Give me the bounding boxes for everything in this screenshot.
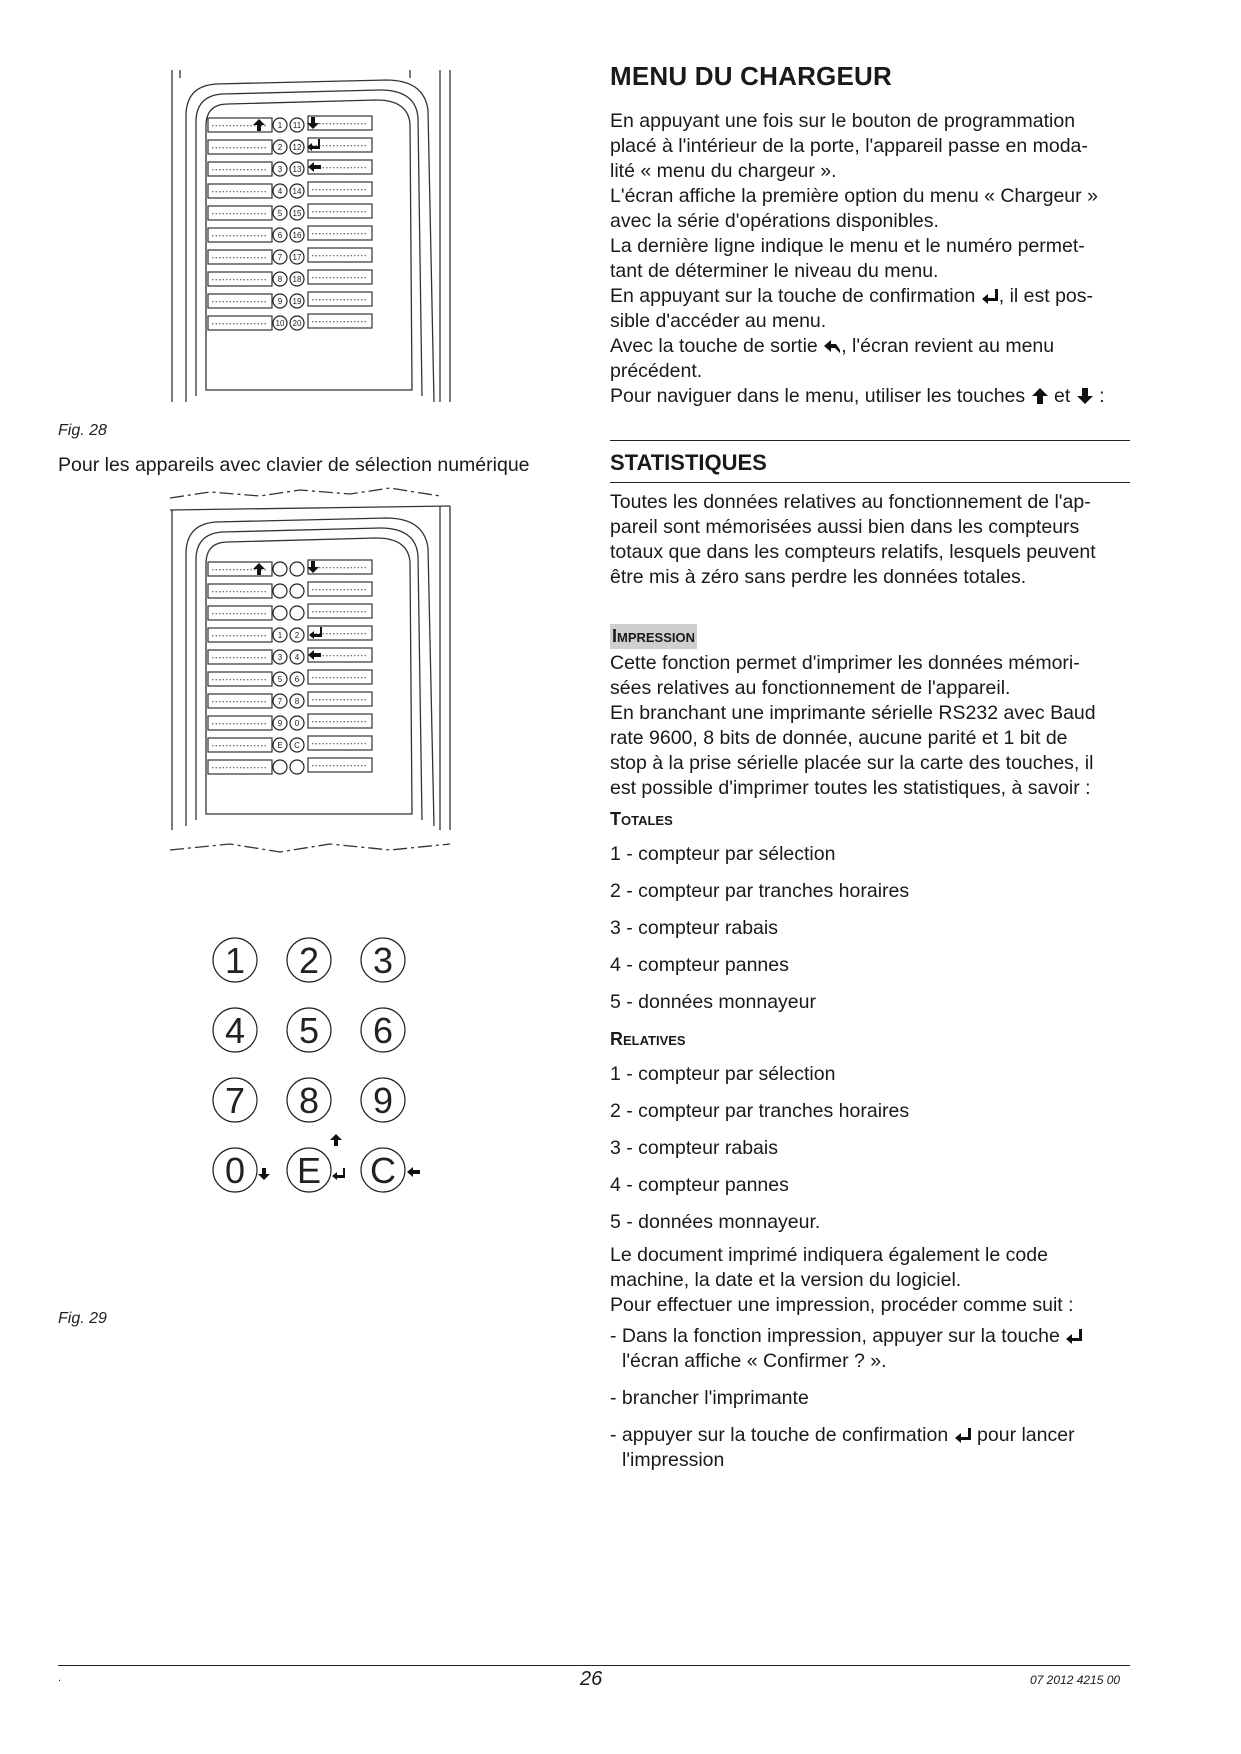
svg-text:6: 6	[372, 1009, 394, 1051]
enter-icon	[307, 139, 320, 151]
selection-label-left	[208, 738, 272, 752]
number-key	[290, 672, 304, 686]
text-span: - appuyer sur la touche de confirmation	[610, 1424, 949, 1446]
selection-label-right	[308, 292, 372, 306]
number-key	[273, 250, 287, 264]
number-key	[290, 694, 304, 708]
svg-text:7: 7	[277, 696, 283, 706]
doc-code: 07 2012 4215 00	[1030, 1673, 1121, 1687]
confirm-enter-icon	[1065, 1327, 1083, 1345]
svg-text:4: 4	[224, 1009, 246, 1051]
list-item: 5 - données monnayeur	[610, 991, 816, 1013]
number-key	[290, 606, 304, 620]
svg-text:12: 12	[292, 142, 302, 152]
text-line: totaux que dans les compteurs relatifs, lesquels peuvent	[610, 541, 1096, 563]
keypad-key	[287, 1148, 331, 1192]
text-line: tant de déterminer le niveau du menu.	[610, 260, 939, 282]
arrow-up-icon	[330, 1134, 342, 1146]
list-item: 4 - compteur pannes	[610, 1174, 789, 1196]
text-line: sées relatives au fonctionnement de l'appareil.	[610, 677, 1011, 699]
selection-label-left	[208, 716, 272, 730]
number-key	[273, 672, 287, 686]
selection-label-left	[208, 162, 272, 176]
selection-label-right	[308, 626, 372, 640]
list-item: 1 - compteur par sélection	[610, 843, 836, 865]
number-key	[290, 738, 304, 752]
svg-text:13: 13	[292, 164, 302, 174]
svg-text:3: 3	[277, 164, 283, 174]
text-line: Le document imprimé indiquera également le code	[610, 1244, 1048, 1266]
impression-title: Impression	[610, 624, 697, 649]
text-line: placé à l'intérieur de la porte, l'appareil passe en moda-	[610, 135, 1088, 157]
svg-text:2: 2	[294, 630, 300, 640]
list-item: 4 - compteur pannes	[610, 954, 789, 976]
list-item: 5 - données monnayeur.	[610, 1211, 821, 1233]
list-item: 3 - compteur rabais	[610, 1137, 778, 1159]
number-key	[290, 294, 304, 308]
page-number: 26	[580, 1668, 603, 1690]
text-line	[610, 284, 1130, 309]
stats-section	[610, 450, 1130, 475]
number-key	[273, 294, 287, 308]
selection-label-right	[308, 692, 372, 706]
text-line: Pour effectuer une impression, procéder comme suit :	[610, 1294, 1074, 1316]
number-key	[273, 206, 287, 220]
impression-section	[610, 624, 1130, 1473]
enter-icon	[332, 1168, 345, 1180]
selection-label-right	[308, 314, 372, 328]
keypad-key	[287, 1008, 331, 1052]
number-key	[290, 162, 304, 176]
arrow-up-icon	[1031, 387, 1049, 405]
text-line: l'écran affiche « Confirmer ? ».	[622, 1350, 887, 1372]
keypad-key	[361, 1008, 405, 1052]
number-key	[290, 316, 304, 330]
number-key	[273, 716, 287, 730]
number-key	[273, 228, 287, 242]
menu-text	[610, 109, 1130, 409]
number-key	[273, 118, 287, 132]
text-line	[610, 1324, 1130, 1349]
list-item: 1 - compteur par sélection	[610, 1063, 836, 1085]
selection-label-right	[308, 248, 372, 262]
arrow-down-icon	[1076, 387, 1094, 405]
arrow-up-icon	[253, 563, 265, 575]
number-key	[290, 250, 304, 264]
number-key	[273, 316, 287, 330]
keypad-key	[213, 1008, 257, 1052]
number-key	[273, 738, 287, 752]
text-span: :	[1099, 385, 1105, 407]
svg-text:1: 1	[277, 630, 283, 640]
text-line: machine, la date et la version du logiciel.	[610, 1269, 962, 1291]
svg-text:10: 10	[275, 318, 285, 328]
number-key	[290, 562, 304, 576]
list-item: 2 - compteur par tranches horaires	[610, 880, 910, 902]
svg-text:9: 9	[372, 1079, 394, 1121]
number-key	[290, 584, 304, 598]
svg-text:9: 9	[277, 296, 283, 306]
selection-label-left	[208, 316, 272, 330]
svg-text:7: 7	[224, 1079, 246, 1121]
relatives-list	[610, 1056, 1130, 1241]
text-line: stop à la prise sérielle placée sur la carte des touches, il	[610, 752, 1094, 774]
stats-text	[610, 490, 1130, 590]
divider	[610, 482, 1130, 483]
number-key	[273, 272, 287, 286]
number-key	[273, 760, 287, 774]
selection-label-left	[208, 184, 272, 198]
text-line: La dernière ligne indique le menu et le numéro permet-	[610, 235, 1085, 257]
number-key	[273, 562, 287, 576]
svg-text:16: 16	[292, 230, 302, 240]
text-line: l'impression	[622, 1449, 725, 1471]
svg-text:C: C	[294, 740, 300, 750]
list-item: 3 - compteur rabais	[610, 917, 778, 939]
text-line: Toutes les données relatives au fonctionnement de l'ap-	[610, 491, 1091, 513]
selection-label-left	[208, 272, 272, 286]
selection-label-left	[208, 206, 272, 220]
divider	[610, 440, 1130, 441]
text-span: , il est pos-	[998, 285, 1094, 307]
number-key	[290, 272, 304, 286]
menu-section	[610, 61, 1130, 409]
selection-label-left	[208, 694, 272, 708]
svg-text:0: 0	[224, 1149, 246, 1191]
relatives-title: Relatives	[610, 1029, 686, 1049]
svg-text:17: 17	[292, 252, 302, 262]
selection-label-right	[308, 604, 372, 618]
text-line: sible d'accéder au menu.	[610, 310, 827, 332]
keypad-key	[213, 1148, 257, 1192]
selection-label-left	[208, 294, 272, 308]
text-line: Cette fonction permet d'imprimer les données mémori-	[610, 652, 1080, 674]
svg-text:18: 18	[292, 274, 302, 284]
selection-label-left	[208, 140, 272, 154]
text-line: être mis à zéro sans perdre les données totales.	[610, 566, 1027, 588]
svg-text:19: 19	[292, 296, 302, 306]
totales-title: Totales	[610, 809, 673, 829]
selection-label-right	[308, 670, 372, 684]
svg-text:1: 1	[224, 939, 246, 981]
svg-text:14: 14	[292, 186, 302, 196]
menu-title: MENU DU CHARGEUR	[610, 61, 892, 91]
svg-text:11: 11	[292, 120, 302, 130]
selection-label-left	[208, 628, 272, 642]
footer-dot: .	[58, 1672, 62, 1684]
number-key	[290, 184, 304, 198]
keypad-key	[361, 938, 405, 982]
svg-text:7: 7	[277, 252, 283, 262]
number-key	[273, 184, 287, 198]
selection-label-right	[308, 138, 372, 152]
selection-label-right	[308, 714, 372, 728]
number-key	[290, 228, 304, 242]
svg-text:2: 2	[277, 142, 283, 152]
fig29-panel-illustration	[150, 480, 480, 864]
text-line: L'écran affiche la première option du menu « Chargeur »	[610, 185, 1098, 207]
exit-arrow-icon	[823, 337, 841, 355]
selection-label-right	[308, 204, 372, 218]
svg-text:6: 6	[277, 230, 283, 240]
text-line: rate 9600, 8 bits de donnée, aucune parité et 1 bit de	[610, 727, 1068, 749]
number-key	[273, 628, 287, 642]
svg-text:8: 8	[277, 274, 283, 284]
svg-text:20: 20	[292, 318, 302, 328]
svg-text:E: E	[277, 740, 283, 750]
number-key	[290, 206, 304, 220]
number-key	[273, 606, 287, 620]
selection-label-right	[308, 226, 372, 240]
svg-text:4: 4	[294, 652, 300, 662]
arrow-down-icon	[258, 1168, 270, 1180]
text-line: pareil sont mémorisées aussi bien dans les compteurs	[610, 516, 1080, 538]
text-line	[610, 1423, 1130, 1448]
selection-label-left	[208, 606, 272, 620]
keypad-key	[287, 938, 331, 982]
number-key	[273, 694, 287, 708]
text-span: Pour naviguer dans le menu, utiliser les touches	[610, 385, 1026, 407]
svg-text:2: 2	[298, 939, 320, 981]
text-line: précédent.	[610, 360, 703, 382]
selection-label-right	[308, 582, 372, 596]
svg-text:9: 9	[277, 718, 283, 728]
text-line	[610, 334, 1130, 359]
selection-label-right	[308, 758, 372, 772]
svg-text:8: 8	[294, 696, 300, 706]
svg-text:5: 5	[277, 674, 283, 684]
keypad-key	[213, 1078, 257, 1122]
number-key	[273, 140, 287, 154]
selection-label-left	[208, 584, 272, 598]
number-key	[290, 118, 304, 132]
number-key	[273, 162, 287, 176]
selection-label-left	[208, 250, 272, 264]
exit-arrow-icon	[308, 162, 321, 172]
svg-text:3: 3	[372, 939, 394, 981]
svg-text:6: 6	[294, 674, 300, 684]
selection-label-right	[308, 270, 372, 284]
exit-arrow-icon	[407, 1167, 420, 1177]
fig29-keypad	[200, 930, 440, 1220]
selection-label-left	[208, 672, 272, 686]
text-line: En appuyant une fois sur le bouton de programmation	[610, 110, 1076, 132]
exit-arrow-icon	[308, 650, 321, 660]
number-key	[273, 584, 287, 598]
text-line: avec la série d'opérations disponibles.	[610, 210, 939, 232]
text-span: pour lancer	[977, 1424, 1075, 1446]
svg-text:C: C	[370, 1149, 396, 1191]
confirm-enter-icon	[954, 1426, 972, 1444]
text-line	[610, 384, 1130, 409]
selection-label-left	[208, 228, 272, 242]
text-span: , l'écran revient au menu	[841, 335, 1055, 357]
svg-text:E: E	[296, 1149, 322, 1191]
svg-text:8: 8	[298, 1079, 320, 1121]
text-span: - Dans la fonction impression, appuyer sur la touche	[610, 1325, 1060, 1347]
footer-rule	[58, 1665, 1130, 1666]
fig29-intro: Pour les appareils avec clavier de sélection numérique	[58, 454, 530, 476]
text-span: Avec la touche de sortie	[610, 335, 818, 357]
fig29-caption: Fig. 29	[58, 1310, 107, 1327]
arrow-up-icon	[253, 119, 265, 131]
svg-text:0: 0	[294, 718, 300, 728]
svg-text:4: 4	[277, 186, 283, 196]
text-line: En branchant une imprimante sérielle RS232 avec Baud	[610, 702, 1096, 724]
text-line: - brancher l'imprimante	[610, 1387, 809, 1409]
number-key	[290, 760, 304, 774]
number-key	[273, 650, 287, 664]
text-span: et	[1054, 385, 1071, 407]
totales-list	[610, 836, 1130, 1021]
number-key	[290, 650, 304, 664]
text-line: lité « menu du chargeur ».	[610, 160, 837, 182]
keypad-key	[361, 1148, 405, 1192]
selection-label-right	[308, 736, 372, 750]
list-item: 2 - compteur par tranches horaires	[610, 1100, 910, 1122]
stats-title: STATISTIQUES	[610, 450, 767, 475]
fig28-caption: Fig. 28	[58, 422, 107, 439]
keypad-key	[361, 1078, 405, 1122]
text-line: est possible d'imprimer toutes les statistiques, à savoir :	[610, 777, 1091, 799]
selection-label-left	[208, 760, 272, 774]
keypad-key	[213, 938, 257, 982]
fig28-illustration	[150, 66, 470, 410]
svg-text:1: 1	[277, 120, 283, 130]
number-key	[290, 716, 304, 730]
number-key	[290, 628, 304, 642]
selection-label-left	[208, 650, 272, 664]
svg-text:5: 5	[277, 208, 283, 218]
arrow-down-icon	[307, 561, 319, 573]
selection-label-right	[308, 182, 372, 196]
svg-text:5: 5	[298, 1009, 320, 1051]
confirm-enter-icon	[981, 287, 999, 305]
svg-text:15: 15	[292, 208, 302, 218]
keypad-key	[287, 1078, 331, 1122]
arrow-down-icon	[307, 117, 319, 129]
svg-text:3: 3	[277, 652, 283, 662]
text-span: En appuyant sur la touche de confirmation	[610, 285, 976, 307]
number-key	[290, 140, 304, 154]
enter-icon	[309, 627, 322, 639]
